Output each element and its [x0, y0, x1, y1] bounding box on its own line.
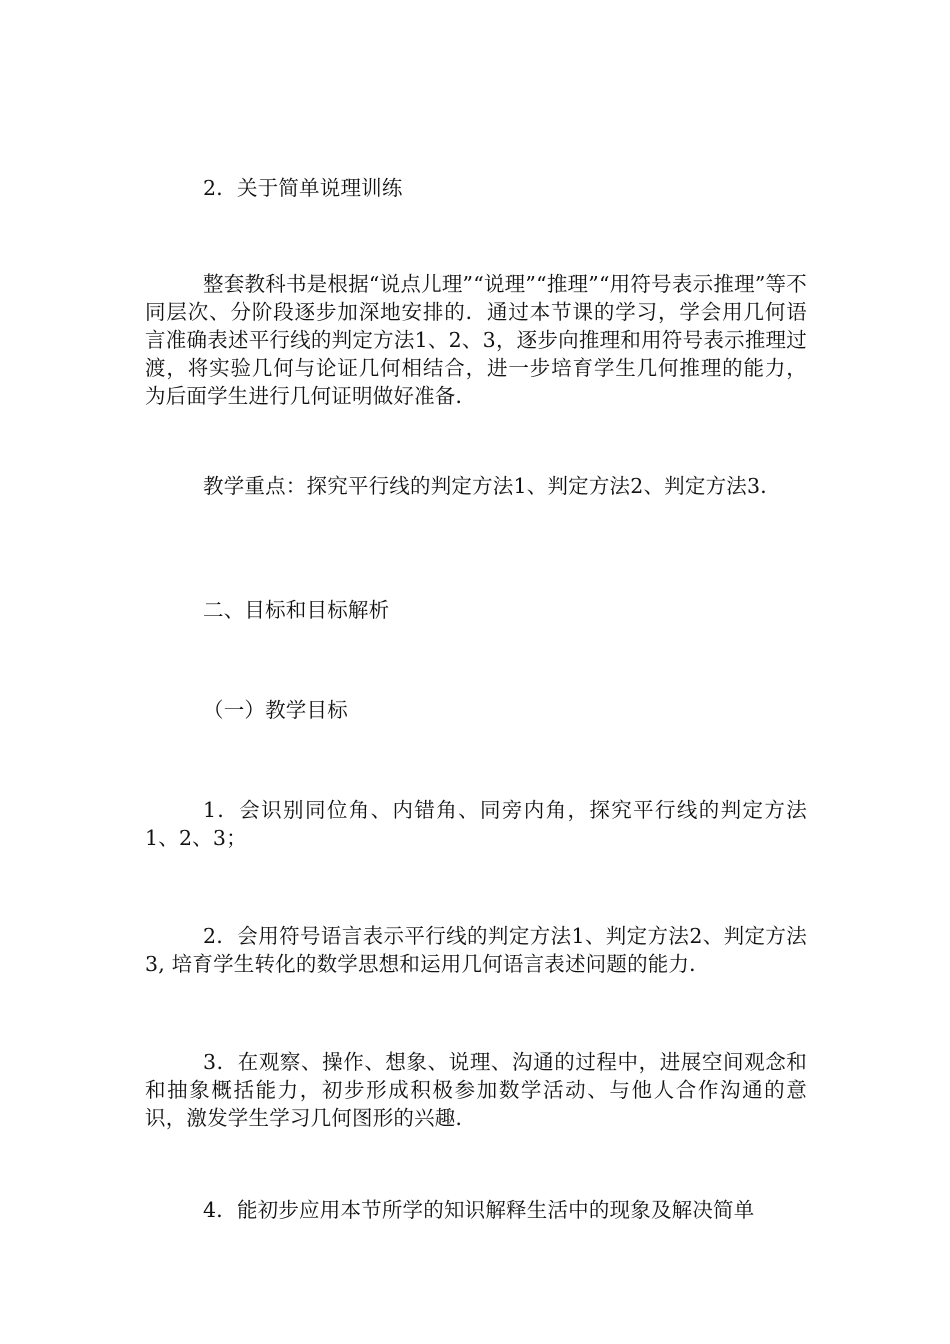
paragraph-textbook-arrangement: 整套教科书是根据“说点儿理”“说理”“推理”“用符号表示推理”等不同层次、分阶段逐步加深地安排的．通过本节课的学习，学会用几何语言准确表述平行线的判定方法1、2、3，逐步向推理和用符号表示推理过渡，将实验几何与论证几何相结合，进一步培育学生几何推理的能力，为后面学生进行几何证明做好准备．	[145, 272, 807, 408]
section-heading-simple-reasoning: 2．关于简单说理训练	[203, 176, 403, 200]
subsection-heading-teaching-objectives: （一）教学目标	[203, 698, 348, 722]
objective-item-2: 2．会用符号语言表示平行线的判定方法1、判定方法2、判定方法3, 培育学生转化的数学思想和运用几何语言表述问题的能力．	[145, 924, 807, 976]
paragraph-teaching-focus: 教学重点：探究平行线的判定方法1、判定方法2、判定方法3．	[203, 474, 781, 498]
objective-item-3: 3．在观察、操作、想象、说理、沟通的过程中，进展空间观念和和抽象概括能力，初步形成积极参加数学活动、与他人合作沟通的意识，激发学生学习几何图形的兴趣．	[145, 1050, 807, 1130]
objective-item-4: 4．能初步应用本节所学的知识解释生活中的现象及解决简单	[203, 1198, 755, 1222]
section-heading-objectives: 二、目标和目标解析	[203, 598, 390, 622]
objective-item-1: 1．会识别同位角、内错角、同旁内角，探究平行线的判定方法1、2、3；	[145, 798, 807, 850]
